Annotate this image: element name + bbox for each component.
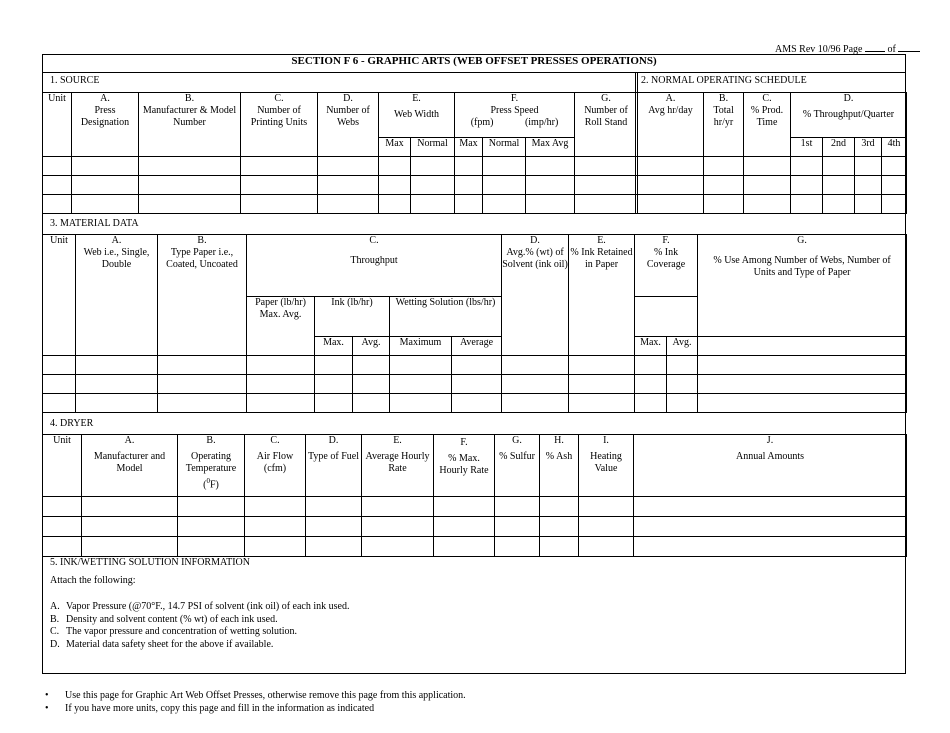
- quarter-4th: 4th: [882, 138, 907, 157]
- web-width-max: Max: [379, 138, 411, 157]
- press-speed-normal: Normal: [483, 138, 526, 157]
- section-5: [50, 557, 349, 651]
- table-row: [43, 497, 907, 517]
- bullet-icon: •: [45, 702, 49, 714]
- list-item: B. Density and solvent content (% wt) of each ink used.: [50, 613, 278, 625]
- operating-temperature-header: B. Operating Temperature ($^0$F): [178, 435, 245, 497]
- ink-coverage-header: F. % Ink Coverage: [635, 235, 698, 297]
- ink-retained-header: E. % Ink Retained in Paper: [569, 235, 635, 356]
- heating-value-header: I. Heating Value: [579, 435, 634, 497]
- wetting-max: Maximum: [390, 337, 452, 356]
- list-item: C. The vapor pressure and concentration of wetting solution.: [50, 626, 298, 637]
- quarter-3rd: 3rd: [855, 138, 882, 157]
- section-4-label: 4. DRYER: [50, 418, 94, 429]
- table-row: [43, 157, 907, 176]
- solvent-header: D. Avg.% (wt) of Solvent (ink oil): [502, 235, 569, 356]
- attach-instruction: Attach the following:: [50, 574, 136, 586]
- avg-hr-day-header: A. Avg hr/day: [638, 93, 704, 157]
- table-row: [43, 176, 907, 195]
- dryer-manufacturer-header: A. Manufacturer and Model: [82, 435, 178, 497]
- table-row: [43, 394, 907, 413]
- ash-header: H. % Ash: [540, 435, 579, 497]
- bullet-icon: •: [45, 690, 49, 701]
- wetting-header: Wetting Solution (lbs/hr): [390, 297, 502, 337]
- table-row: [43, 195, 907, 214]
- paper-type-header: B. Type Paper i.e., Coated, Uncoated: [158, 235, 247, 356]
- printing-units-header: C. Number of Printing Units: [241, 93, 318, 157]
- section-2-label: 2. NORMAL OPERATING SCHEDULE: [641, 75, 807, 86]
- table-row: [43, 356, 907, 375]
- press-speed-header: F. Press Speed (fpm) (imp/hr): [455, 93, 575, 138]
- use-among-webs-header: G. % Use Among Number of Webs, Number of Units and Type of Paper: [698, 235, 907, 337]
- wetting-avg: Average: [452, 337, 502, 356]
- throughput-quarter-header: D. % Throughput/Quarter: [791, 93, 907, 138]
- web-type-header: A. Web i.e., Single, Double: [76, 235, 158, 356]
- table-row: [43, 375, 907, 394]
- press-speed-max-avg: Max Avg: [526, 138, 575, 157]
- note-item: • If you have more units, copy this page and fill in the information as indicated: [45, 702, 375, 714]
- throughput-header: C. Throughput: [247, 235, 502, 297]
- max-hourly-rate-header: F. % Max. Hourly Rate: [434, 435, 495, 497]
- quarter-2nd: 2nd: [823, 138, 855, 157]
- manufacturer-model-header: B. Manufacturer & Model Number: [139, 93, 241, 157]
- ink-header: Ink (lb/hr): [315, 297, 390, 337]
- table-row: [43, 517, 907, 537]
- section-5-label: 5. INK/WETTING SOLUTION INFORMATION: [50, 557, 250, 568]
- total-hr-yr-header: B. Total hr/yr: [704, 93, 744, 157]
- source-schedule-table: [42, 92, 907, 214]
- quarter-1st: 1st: [791, 138, 823, 157]
- prod-time-header: C. % Prod. Time: [744, 93, 791, 157]
- air-flow-header: C. Air Flow (cfm): [245, 435, 306, 497]
- section-3-label: 3. MATERIAL DATA: [50, 218, 139, 229]
- unit-header: Unit: [43, 93, 72, 157]
- webs-header: D. Number of Webs: [318, 93, 379, 157]
- web-width-normal: Normal: [411, 138, 455, 157]
- list-item: D. Material data safety sheet for the above if available.: [50, 638, 274, 650]
- sulfur-header: G. % Sulfur: [495, 435, 540, 497]
- page-total-blank[interactable]: [898, 42, 920, 52]
- ink-max: Max.: [315, 337, 353, 356]
- coverage-max: Max.: [635, 337, 667, 356]
- unit-header: Unit: [43, 235, 76, 356]
- press-designation-header: A. Press Designation: [72, 93, 139, 157]
- page-number-blank[interactable]: [865, 42, 885, 52]
- unit-header: Unit: [43, 435, 82, 497]
- list-item: A. Vapor Pressure (@70°F., 14.7 PSI of solvent (ink oil) of each ink used.: [50, 601, 350, 612]
- roll-stand-header: G. Number of Roll Stand: [575, 93, 638, 157]
- section-1-label: 1. SOURCE: [50, 75, 100, 86]
- revision-text: AMS Rev 10/96 Page: [775, 44, 863, 55]
- note-item: • Use this page for Graphic Art Web Offset Presses, otherwise remove this page from this application.: [45, 690, 466, 701]
- coverage-avg: Avg.: [667, 337, 698, 356]
- web-width-header: E. Web Width: [379, 93, 455, 138]
- section-title: SECTION F 6 - GRAPHIC ARTS (WEB OFFSET PRESSES OPERATIONS): [291, 55, 657, 67]
- annual-amounts-header: J. Annual Amounts: [634, 435, 907, 497]
- dryer-table: [42, 434, 907, 557]
- ink-avg: Avg.: [353, 337, 390, 356]
- footer-notes: [45, 690, 466, 715]
- fuel-type-header: D. Type of Fuel: [306, 435, 362, 497]
- paper-header: Paper (lb/hr) Max. Avg.: [247, 297, 315, 356]
- press-speed-max: Max: [455, 138, 483, 157]
- average-hourly-rate-header: E. Average Hourly Rate: [362, 435, 434, 497]
- material-data-table: [42, 234, 907, 413]
- of-text: of: [887, 44, 896, 55]
- table-row: [43, 537, 907, 557]
